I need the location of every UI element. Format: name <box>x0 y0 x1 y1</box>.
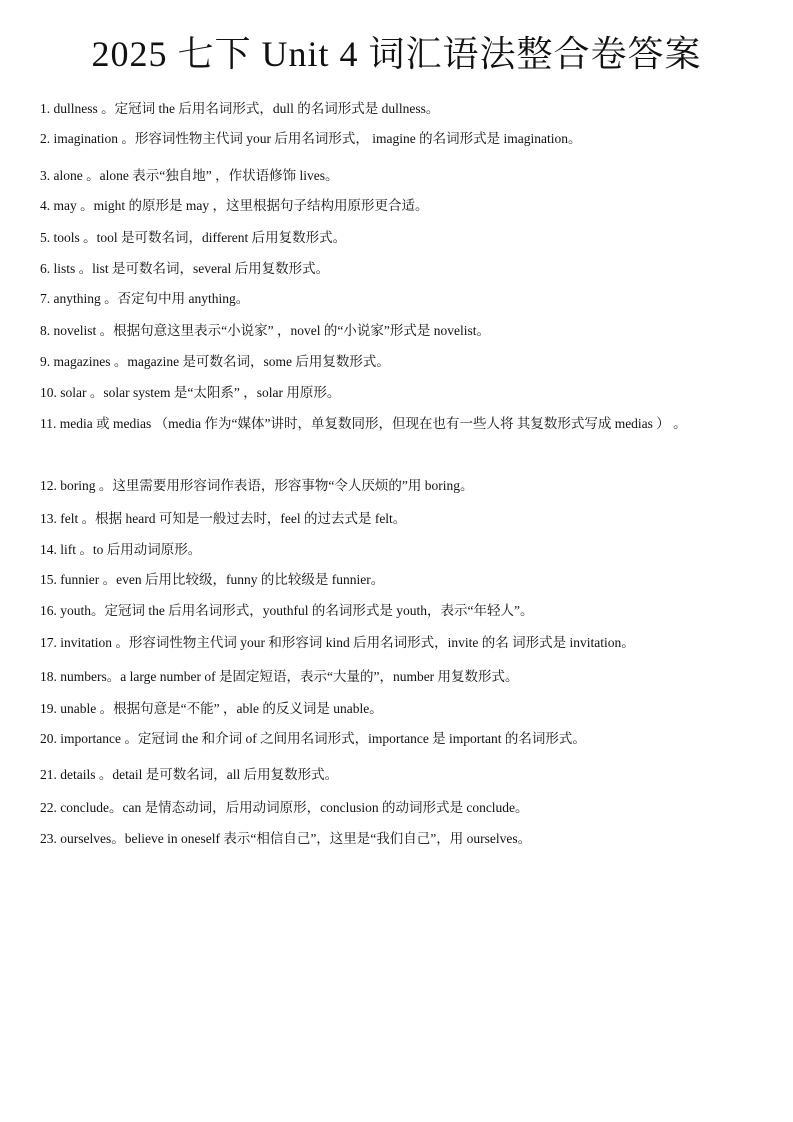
answer-item-19: 19. unable 。根据句意是“不能” ，able 的反义词是 unable。 <box>40 701 383 716</box>
answer-item-22: 22. conclude。can 是情态动词，后用动词原形，conclusion 的动词形式是 conclude。 <box>40 800 529 815</box>
answer-item-9: 9. magazines 。magazine 是可数名词，some 后用复数形式。 <box>40 354 390 369</box>
answer-item-2: 2. imagination 。形容词性物主代词 your 后用名词形式， imagine 的名词形式是 imagination。 <box>40 131 582 146</box>
answer-item-18: 18. numbers。a large number of 是固定短语，表示“大量的”，number 用复数形式。 <box>40 669 519 684</box>
page-title: 2025 七下 Unit 4 词汇语法整合卷答案 <box>91 34 702 74</box>
answer-item-3: 3. alone 。alone 表示“独自地” ，作状语修饰 lives。 <box>40 168 339 183</box>
answer-item-15: 15. funnier 。even 后用比较级，funny 的比较级是 funnier。 <box>40 572 385 587</box>
answer-item-23: 23. ourselves。believe in oneself 表示“相信自己”，这里是“我们自己”，用 ourselves。 <box>40 831 532 846</box>
answer-item-16: 16. youth。定冠词 the 后用名词形式，youthful 的名词形式是 youth，表示“年轻人”。 <box>40 603 534 618</box>
answer-item-14: 14. lift 。to 后用动词原形。 <box>40 542 202 557</box>
answer-item-21: 21. details 。detail 是可数名词，all 后用复数形式。 <box>40 767 339 782</box>
answer-item-1: 1. dullness 。定冠词 the 后用名词形式，dull 的名词形式是 dullness。 <box>40 101 440 116</box>
answer-item-20: 20. importance 。定冠词 the 和介词 of 之间用名词形式，importance 是 important 的名词形式。 <box>40 731 586 746</box>
answer-item-10: 10. solar 。solar system 是“太阳系” ，solar 用原形。 <box>40 385 341 400</box>
answer-item-7: 7. anything 。否定句中用 anything。 <box>40 291 250 306</box>
answer-item-6: 6. lists 。list 是可数名词，several 后用复数形式。 <box>40 261 330 276</box>
answer-item-4: 4. may 。might 的原形是 may ，这里根据句子结构用原形更合适。 <box>40 198 429 213</box>
answer-item-5: 5. tools 。tool 是可数名词，different 后用复数形式。 <box>40 230 347 245</box>
answer-item-12: 12. boring 。这里需要用形容词作表语，形容事物“令人厌烦的”用 boring。 <box>40 478 474 493</box>
answer-item-13: 13. felt 。根据 heard 可知是一般过去时，feel 的过去式是 felt。 <box>40 511 407 526</box>
answer-item-17: 17. invitation 。形容词性物主代词 your 和形容词 kind 后用名词形式，invite 的名 词形式是 invitation。 <box>40 635 635 650</box>
answer-item-8: 8. novelist 。根据句意这里表示“小说家” ，novel 的“小说家”形式是 novelist。 <box>40 323 490 338</box>
answer-item-11: 11. media 或 medias （media 作为“媒体”讲时，单复数同形，但现在也有一些人将 其复数形式写成 medias ） 。 <box>40 416 687 431</box>
